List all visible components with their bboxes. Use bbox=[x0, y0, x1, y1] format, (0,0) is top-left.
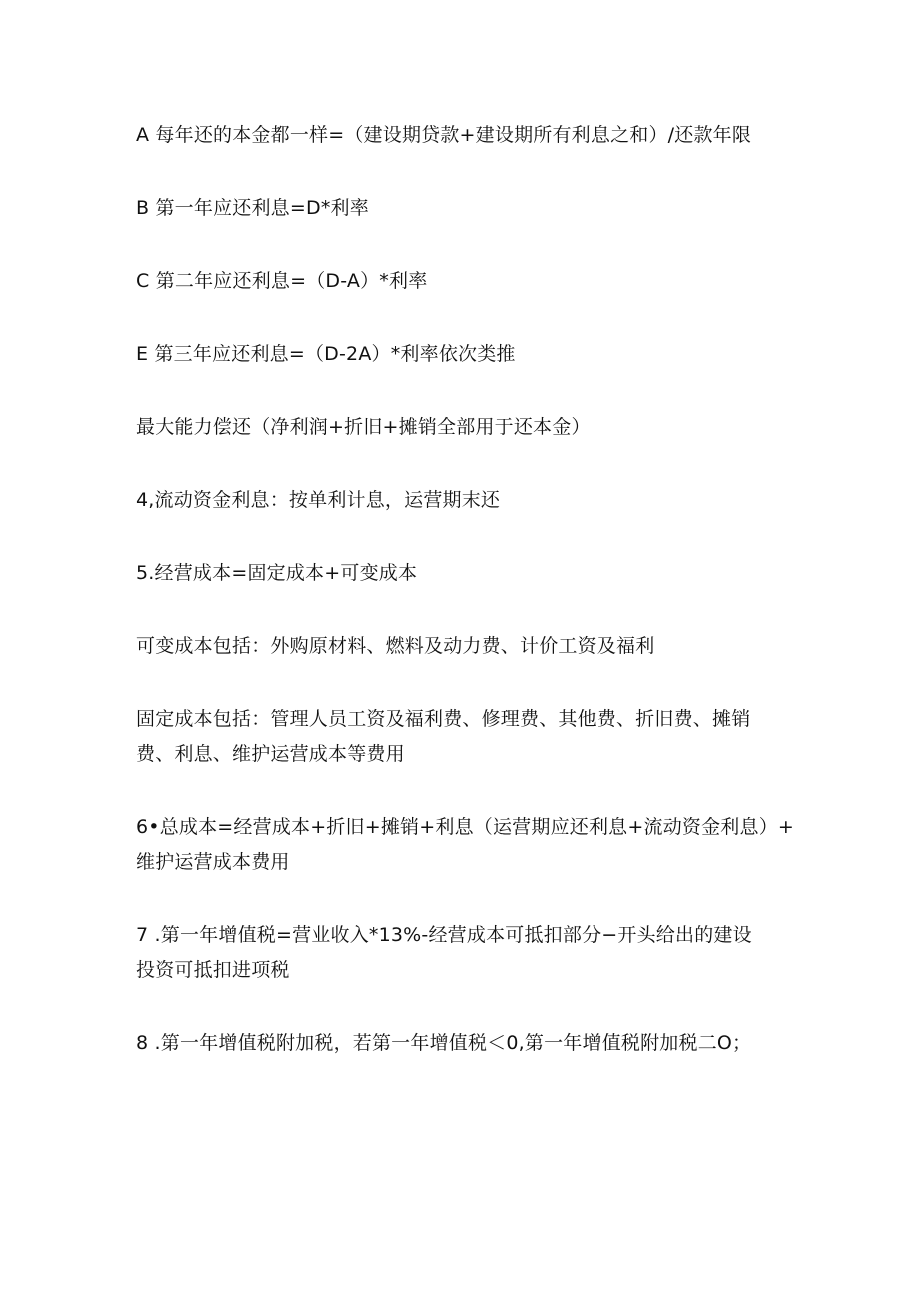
text-line: A 每年还的本金都一样=（建设期贷款+建设期所有利息之和）/还款年限 bbox=[136, 124, 752, 146]
paragraph-year3-interest bbox=[136, 337, 796, 372]
text-line: 固定成本包括：管理人员工资及福利费、修理费、其他费、折旧费、摊销 bbox=[136, 708, 751, 730]
text-line: 5.经营成本=固定成本+可变成本 bbox=[136, 562, 418, 584]
text-line: 投资可抵扣进项税 bbox=[136, 959, 290, 981]
text-line: 6•总成本=经营成本+折旧+摊销+利息（运营期应还利息+流动资金利息）+ bbox=[136, 816, 795, 838]
paragraph-year1-interest bbox=[136, 191, 796, 226]
text-line: 可变成本包括：外购原材料、燃料及动力费、计价工资及福利 bbox=[136, 635, 655, 657]
paragraph-vat-surcharge bbox=[136, 1026, 796, 1061]
paragraph-principal-formula bbox=[136, 118, 796, 153]
text-line: 7 .第一年增值税=营业收入*13%-经营成本可抵扣部分−开头给出的建设 bbox=[136, 924, 752, 946]
document-body bbox=[136, 118, 796, 1061]
text-line: B 第一年应还利息=D*利率 bbox=[136, 197, 369, 219]
paragraph-vat bbox=[136, 918, 796, 988]
paragraph-max-repayment bbox=[136, 410, 796, 445]
paragraph-year2-interest bbox=[136, 264, 796, 299]
paragraph-working-capital-interest bbox=[136, 483, 796, 518]
paragraph-operating-cost bbox=[136, 556, 796, 591]
text-line: 4,流动资金利息：按单利计息，运营期末还 bbox=[136, 489, 501, 511]
paragraph-total-cost bbox=[136, 810, 796, 880]
text-line: C 第二年应还利息=（D-A）*利率 bbox=[136, 270, 428, 292]
paragraph-fixed-cost bbox=[136, 702, 796, 772]
text-line: 最大能力偿还（净利润+折旧+摊销全部用于还本金） bbox=[136, 416, 591, 438]
text-line: 维护运营成本费用 bbox=[136, 851, 290, 873]
text-line: 费、利息、维护运营成本等费用 bbox=[136, 743, 405, 765]
text-line: 8 .第一年增值税附加税，若第一年增值税＜0,第一年增值税附加税二O； bbox=[136, 1032, 752, 1054]
text-line: E 第三年应还利息=（D-2A）*利率依次类推 bbox=[136, 343, 516, 365]
paragraph-variable-cost bbox=[136, 629, 796, 664]
